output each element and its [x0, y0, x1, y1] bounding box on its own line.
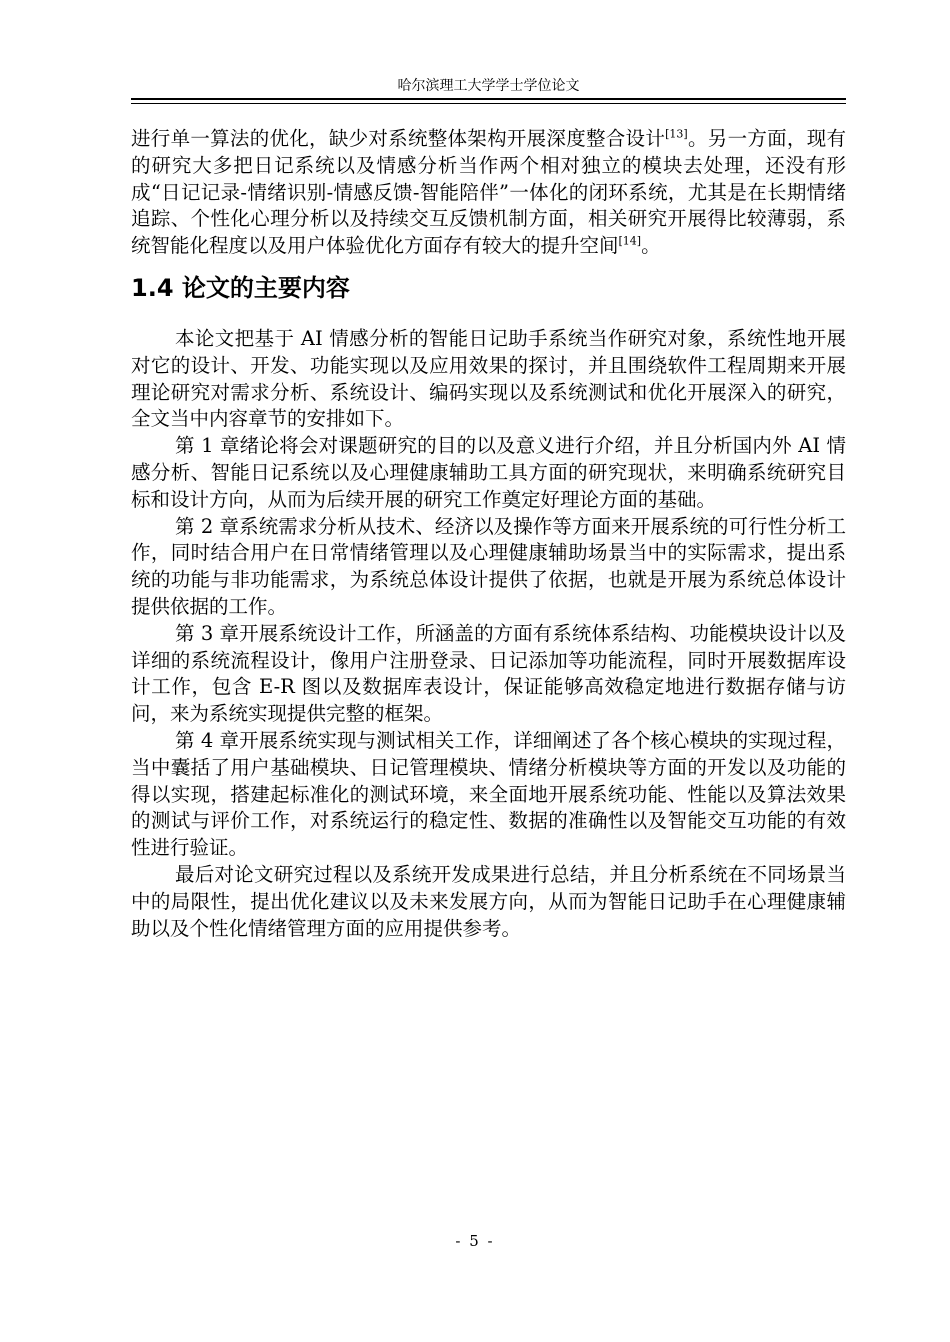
citation-13: [13] [665, 127, 688, 141]
intro-text-1: 进行单一算法的优化，缺少对系统整体架构开展深度整合设计 [131, 127, 666, 150]
body-paragraph: 第 2 章系统需求分析从技术、经济以及操作等方面来开展系统的可行性分析工作，同时结合用户在日常情绪管理以及心理健康辅助场景当中的实际需求，提出系统的功能与非功能需求，为系统总体设计提供了依据，也就是开展为系统总体设计提供依据的工作。 [131, 514, 846, 618]
intro-text-3: 。 [641, 234, 661, 258]
page-number: - 5 - [455, 1232, 495, 1250]
running-header: 哈尔滨理工大学学士学位论文 [397, 78, 580, 94]
body-paragraph: 最后对论文研究过程以及系统开发成果进行总结，并且分析系统在不同场景当中的局限性，提出优化建议以及未来发展方向，从而为智能日记助手在心理健康辅助以及个性化情绪管理方面的应用提供参考。 [131, 862, 846, 940]
citation-14: [14] [618, 234, 642, 248]
intro-text-2: 。另一方面，现有的研究大多把日记系统以及情感分析当作两个相对独立的模块去处理，还没有形成“日记记录-情绪识别-情感反馈-智能陪伴”一体化的闭环系统，尤其是在长期情绪追踪、个性化心理分析以及持续交互反馈机制方面，相关研究开展得比较薄弱，系统智能化程度以及用户体验优化方面存有较大的提升空间 [131, 127, 846, 258]
body-paragraph: 第 3 章开展系统设计工作，所涵盖的方面有系统体系结构、功能模块设计以及详细的系统流程设计，像用户注册登录、日记添加等功能流程，同时开展数据库设计工作，包含 E-R 图以及数据库表设计，保证能够高效稳定地进行数据存储与访问，来为系统实现提供完整的框架。 [131, 621, 846, 726]
body-content [131, 126, 846, 942]
header-rule-thick [131, 98, 846, 100]
body-paragraph: 本论文把基于 AI 情感分析的智能日记助手系统当作研究对象，系统性地开展对它的设计、开发、功能实现以及应用效果的探讨，并且围绕软件工程周期来开展理论研究对需求分析、系统设计、编码实现以及系统测试和优化开展深入的研究，全文当中内容章节的安排如下。 [131, 326, 846, 431]
body-paragraph: 第 4 章开展系统实现与测试相关工作，详细阐述了各个核心模块的实现过程，当中囊括了用户基础模块、日记管理模块、情绪分析模块等方面的开发以及功能的得以实现，搭建起标准化的测试环境，来全面地开展系统功能、性能以及算法效果的测试与评价工作，对系统运行的稳定性、数据的准确性以及智能交互功能的有效性进行验证。 [131, 728, 846, 860]
section-heading: 1.4 论文的主要内容 [131, 273, 350, 302]
header-rule-thin [131, 103, 846, 104]
intro-paragraph [131, 126, 846, 260]
body-paragraph: 第 1 章绪论将会对课题研究的目的以及意义进行介绍，并且分析国内外 AI 情感分析、智能日记系统以及心理健康辅助工具方面的研究现状，来明确系统研究目标和设计方向，从而为后续开展的研究工作奠定好理论方面的基础。 [131, 434, 846, 511]
